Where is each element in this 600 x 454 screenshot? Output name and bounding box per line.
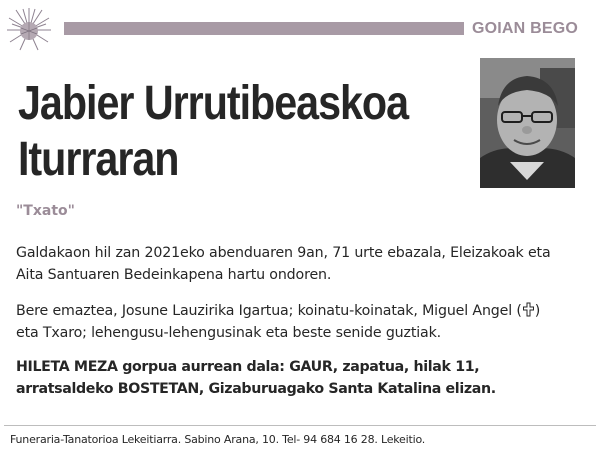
header-tag: GOIAN BEGO — [471, 20, 578, 37]
name-line-1: Jabier Urrutibeaskoa — [18, 77, 409, 130]
funeral-line-2: arratsaldeko BOSTETAN, Gizaburuagako Santa Katalina elizan. — [16, 381, 496, 397]
deceased-name — [18, 76, 409, 188]
name-line-2: Iturraran — [18, 133, 179, 186]
funeral-line-1: HILETA MEZA gorpua aurrean dala: GAUR, zapatua, hilak 11, — [16, 359, 480, 375]
death-line-2: Aita Santuaren Bedeinkapena hartu ondoren. — [16, 267, 332, 283]
portrait-photo — [480, 58, 575, 188]
death-line-1: Galdakaon hil zan 2021eko abenduaren 9an, 71 urte ebazala, Eleizakoak eta — [16, 245, 551, 261]
footer-divider — [4, 425, 596, 426]
nickname: "Txato" — [16, 203, 75, 219]
family-line-1: Bere emaztea, Josune Lauzirika Igartua; koinatu-koinatak, Miguel Angel ( ) — [16, 303, 541, 319]
death-paragraph — [16, 242, 578, 286]
family-line-2: eta Txaro; lehengusu-lehengusinak eta beste senide guztiak. — [16, 325, 441, 341]
thistle-icon — [4, 4, 54, 54]
header-bar — [64, 22, 464, 35]
funeral-paragraph — [16, 356, 578, 400]
cross-icon — [522, 302, 535, 317]
funeral-home-footer: Funeraria-Tanatorioa Lekeitiarra. Sabino Arana, 10. Tel- 94 684 16 28. Lekeitio. — [10, 433, 426, 446]
family-paragraph — [16, 300, 578, 344]
